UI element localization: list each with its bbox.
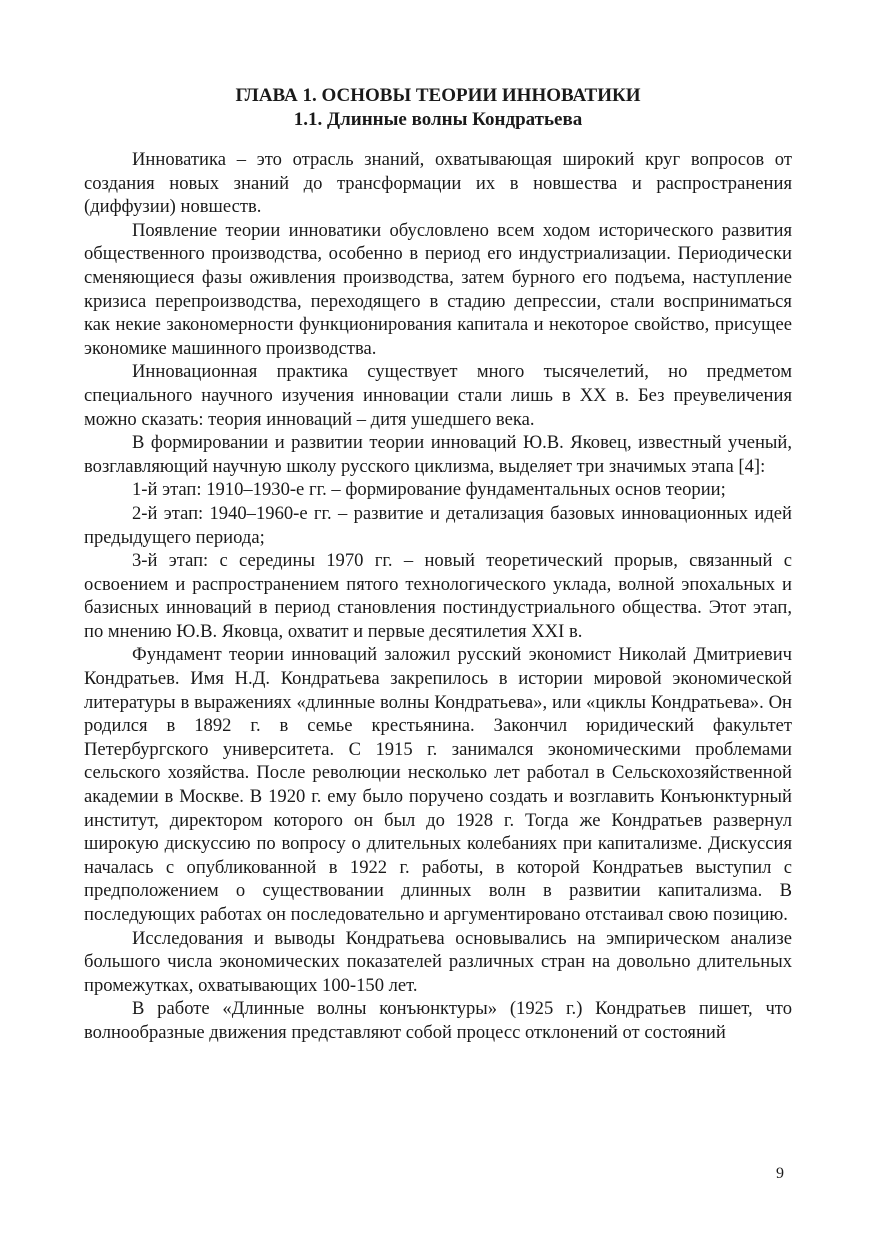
section-title: 1.1. Длинные волны Кондратьева	[293, 109, 583, 130]
paragraph: Инноватика – это отрасль знаний, охватывающая широкий круг вопросов от создания новых знаний до трансформации их в новшества и распространения (диффузии) новшеств.	[84, 149, 792, 218]
chapter-title: ГЛАВА 1. ОСНОВЫ ТЕОРИИ ИННОВАТИКИ	[235, 85, 641, 106]
stage-item: 1-й этап: 1910–1930-е гг. – формирование фундаментальных основ теории;	[132, 479, 726, 501]
paragraph: В формировании и развитии теории инноваций Ю.В. Яковец, известный ученый, возглавляющий научную школу русского циклизма, выделяет три значимых этапа [4]:	[84, 432, 792, 477]
page-number: 9	[776, 1165, 784, 1182]
body-text	[84, 148, 792, 1045]
paragraph: Появление теории инноватики обусловлено всем ходом исторического развития общественного производства, особенно в период его индустриализации. Периодически сменяющиеся фазы оживления производства, затем бурного его подъема, наступление кризиса перепроизводства, переходящего в стадию депрессии, стали восприниматься как некие закономерности функционирования капитала и некоторое свойство, присущее экономике машинного производства.	[84, 219, 792, 359]
stage-item: 3-й этап: с середины 1970 гг. – новый теоретический прорыв, связанный с освоением и распространением пятого технологического уклада, волной эпохальных и базисных инноваций в период становления постиндустриального общества. Этот этап, по мнению Ю.В. Яковца, охватит и первые десятилетия XXI в.	[84, 550, 792, 642]
document-page	[84, 84, 792, 1045]
paragraph: Инновационная практика существует много тысячелетий, но предметом специального научного изучения инновации стали лишь в XX в. Без преувеличения можно сказать: теория инноваций – дитя ушедшего века.	[84, 361, 792, 430]
paragraph: Исследования и выводы Кондратьева основывались на эмпирическом анализе большого числа экономических показателей различных стран на довольно длительных промежутках, охватывающих 100-150 лет.	[84, 927, 792, 996]
paragraph: В работе «Длинные волны конъюнктуры» (1925 г.) Кондратьев пишет, что волнообразные движения представляют собой процесс отклонений от состояний	[84, 998, 792, 1043]
stage-item: 2-й этап: 1940–1960-е гг. – развитие и детализация базовых инновационных идей предыдущего периода;	[84, 502, 792, 548]
paragraph: Фундамент теории инноваций заложил русский экономист Николай Дмитриевич Кондратьев. Имя Н.Д. Кондратьева закрепилось в истории мировой экономической литературы в выражениях «длинные волны Кондратьева», или «циклы Кондратьева». Он родился в 1892 г. в семье крестьянина. Закончил юридический факультет Петербургского университета. С 1915 г. занимался экономическими проблемами сельского хозяйства. После революции несколько лет работал в Сельскохозяйственной академии в Москве. В 1920 г. ему было поручено создать и возглавить Конъюнктурный институт, директором которого он был до 1928 г. Тогда же Кондратьев развернул широкую дискуссию по вопросу о длительных колебаниях при капитализме. Дискуссия началась с опубликованной в 1922 г. работы, в которой Кондратьев выступил с предположением о существовании длинных волн в развитии капитализма. В последующих работах он последовательно и аргументировано отстаивал свою позицию.	[84, 644, 792, 925]
